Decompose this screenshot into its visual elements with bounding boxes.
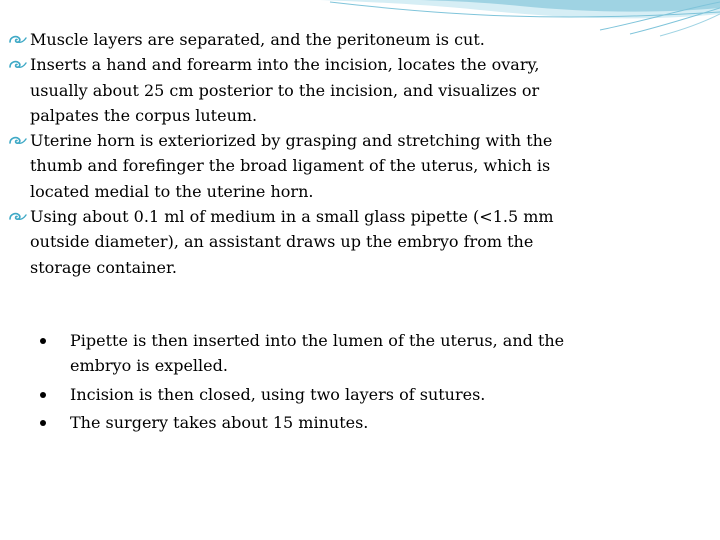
- sub-bullet-text: Pipette is then inserted into the lumen of the uterus, and the embryo is expelled.: [70, 331, 565, 376]
- curl-swirl-icon: [8, 134, 27, 147]
- dot-icon: [40, 420, 46, 426]
- sub-bullet-item: [36, 328, 596, 379]
- main-bullet-list: [8, 27, 588, 280]
- bullet-text: Uterine horn is exteriorized by grasping and stretching with the thumb and forefinger the broad ligament of the uterus, which is located medial to the uterine horn.: [30, 131, 553, 201]
- sub-bullet-item: [36, 382, 596, 407]
- curl-swirl-icon: [8, 210, 27, 223]
- bullet-text: Using about 0.1 ml of medium in a small glass pipette (<1.5 mm outside diameter), an assistant draws up the embryo from the storage container.: [30, 207, 554, 277]
- sub-bullet-text: The surgery takes about 15 minutes.: [70, 412, 369, 432]
- curl-swirl-icon: [8, 33, 27, 46]
- bullet-item: [8, 52, 588, 128]
- bullet-item: [8, 27, 588, 52]
- sub-bullet-list: [36, 328, 596, 435]
- bullet-item: [8, 128, 588, 204]
- bullet-text: Inserts a hand and forearm into the incision, locates the ovary, usually about 25 cm posterior to the incision, and visualizes or palpates the corpus luteum.: [30, 55, 540, 125]
- curl-swirl-icon: [8, 58, 27, 71]
- dot-icon: [40, 392, 46, 398]
- bullet-text: Muscle layers are separated, and the peritoneum is cut.: [30, 30, 485, 49]
- sub-bullet-text: Incision is then closed, using two layers of sutures.: [70, 384, 486, 404]
- sub-bullet-item: [36, 410, 596, 435]
- dot-icon: [40, 338, 46, 344]
- bullet-item: [8, 204, 588, 280]
